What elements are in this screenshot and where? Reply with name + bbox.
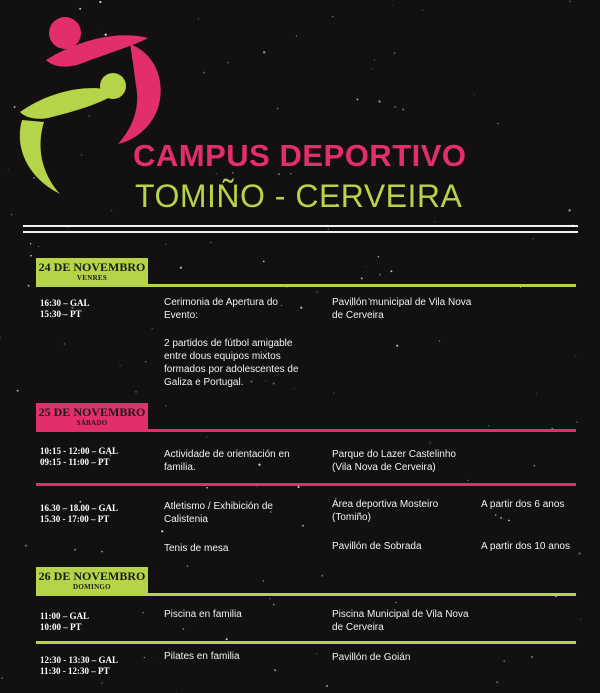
star-dot bbox=[30, 243, 31, 244]
star-dot bbox=[28, 285, 30, 287]
event-activity: Tenis de mesa bbox=[164, 543, 229, 554]
star-dot bbox=[390, 270, 392, 272]
star-dot bbox=[328, 228, 329, 229]
star-dot bbox=[263, 580, 265, 582]
star-dot bbox=[495, 514, 497, 516]
day-tag-24 bbox=[36, 258, 148, 285]
day-divider-25 bbox=[36, 429, 576, 432]
day-weekday: DOMINGO bbox=[73, 583, 111, 591]
star-dot bbox=[536, 393, 537, 394]
star-dot bbox=[165, 244, 166, 245]
star-dot bbox=[531, 656, 532, 657]
star-dot bbox=[568, 209, 570, 211]
star-dot bbox=[211, 242, 212, 243]
day-date: 24 DE NOVEMBRO bbox=[38, 260, 146, 274]
star-dot bbox=[274, 669, 276, 671]
star-dot bbox=[366, 266, 367, 267]
star-dot bbox=[474, 94, 475, 95]
star-dot bbox=[30, 255, 32, 257]
event-activity: Cerimonia de Apertura do Evento: bbox=[164, 297, 278, 321]
event-time bbox=[40, 446, 118, 468]
star-dot bbox=[316, 653, 317, 654]
star-dot bbox=[576, 422, 577, 423]
star-dot bbox=[508, 520, 510, 522]
event-place: Área deportiva Mosteiro (Tomiño) bbox=[332, 499, 439, 523]
star-dot bbox=[119, 365, 120, 366]
star-dot bbox=[198, 19, 199, 20]
day-date: 26 DE NOVEMBRO bbox=[38, 569, 146, 583]
star-dot bbox=[298, 486, 300, 488]
time-gal: 11:00 – GAL bbox=[40, 611, 90, 621]
star-dot bbox=[286, 287, 287, 288]
event-age: A partir dos 6 anos bbox=[481, 499, 565, 510]
campus-title: CAMPUS DEPORTIVO bbox=[133, 138, 467, 173]
star-dot bbox=[575, 356, 576, 357]
star-dot bbox=[182, 628, 184, 630]
star-dot bbox=[321, 575, 323, 577]
time-pt: 10:00 – PT bbox=[40, 622, 82, 632]
star-dot bbox=[161, 530, 163, 532]
star-dot bbox=[74, 549, 76, 551]
day-divider-24 bbox=[36, 284, 576, 287]
logo-green-arm bbox=[20, 88, 118, 119]
star-dot bbox=[430, 442, 431, 443]
star-dot bbox=[38, 246, 39, 247]
day-tag-26 bbox=[36, 567, 148, 594]
event-activity: Piscina en familia bbox=[164, 609, 242, 620]
star-dot bbox=[101, 551, 103, 553]
star-dot bbox=[326, 685, 328, 687]
star-dot bbox=[392, 5, 393, 6]
event-divider bbox=[36, 483, 576, 486]
star-dot bbox=[64, 343, 65, 344]
star-dot bbox=[0, 337, 1, 339]
star-dot bbox=[101, 682, 103, 684]
event-place: Pavillón de Sobrada bbox=[332, 541, 422, 552]
event-time bbox=[40, 503, 118, 525]
star-dot bbox=[496, 681, 498, 683]
star-dot bbox=[17, 390, 19, 392]
star-dot bbox=[145, 361, 147, 363]
star-dot bbox=[11, 214, 13, 216]
star-dot bbox=[277, 108, 279, 110]
star-dot bbox=[144, 657, 145, 658]
star-dot bbox=[488, 425, 490, 427]
time-pt: 11:30 - 12:30 – PT bbox=[40, 666, 110, 676]
star-dot bbox=[273, 604, 275, 606]
event-time bbox=[40, 655, 118, 677]
star-dot bbox=[422, 10, 423, 11]
star-dot bbox=[379, 274, 381, 276]
star-dot bbox=[361, 277, 363, 279]
time-pt: 09:15 - 11:00 – PT bbox=[40, 457, 110, 467]
day-weekday: SÁBADO bbox=[76, 419, 108, 427]
star-dot bbox=[160, 662, 161, 663]
star-dot bbox=[396, 602, 397, 603]
event-place: Pavillón de Goián bbox=[332, 652, 411, 663]
star-dot bbox=[207, 436, 208, 437]
star-dot bbox=[227, 62, 229, 64]
star-dot bbox=[99, 1, 101, 3]
star-dot bbox=[67, 227, 68, 228]
star-dot bbox=[371, 68, 372, 69]
header-rule-bottom bbox=[23, 231, 578, 233]
time-gal: 10:15 - 12:00 – GAL bbox=[40, 446, 118, 456]
star-dot bbox=[402, 109, 404, 111]
day-tag-25 bbox=[36, 403, 148, 430]
event-place: Parque do Lazer Castelinho (Vila Nova de Cerveira) bbox=[332, 449, 456, 473]
star-dot bbox=[142, 612, 144, 614]
star-dot bbox=[203, 72, 205, 74]
star-dot bbox=[378, 256, 379, 257]
star-dot bbox=[263, 51, 265, 53]
star-dot bbox=[333, 393, 334, 394]
day-date: 25 DE NOVEMBRO bbox=[38, 405, 146, 419]
star-dot bbox=[394, 52, 396, 54]
star-dot bbox=[165, 405, 166, 406]
star-dot bbox=[439, 340, 440, 341]
logo-green-body bbox=[20, 120, 60, 194]
header-rule-top bbox=[23, 225, 578, 227]
event-activity: Actividade de orientación en familia. bbox=[164, 449, 290, 473]
star-dot bbox=[532, 238, 533, 239]
star-dot bbox=[356, 98, 358, 100]
star-dot bbox=[497, 123, 498, 124]
time-gal: 16:30 – GAL bbox=[40, 298, 90, 308]
star-dot bbox=[394, 106, 396, 108]
star-dot bbox=[187, 565, 189, 567]
star-dot bbox=[152, 328, 153, 329]
star-dot bbox=[206, 487, 208, 489]
star-dot bbox=[176, 692, 177, 693]
star-dot bbox=[111, 210, 112, 211]
event-time bbox=[40, 611, 89, 633]
star-dot bbox=[467, 480, 468, 481]
event-place: Pavillón municipal de Vila Nova de Cerveira bbox=[332, 297, 472, 321]
star-dot bbox=[180, 267, 182, 269]
event-activity: Atletismo / Exhibición de Calistenia bbox=[164, 501, 273, 525]
time-pt: 15:30 – PT bbox=[40, 309, 82, 319]
day-divider-26 bbox=[36, 593, 576, 596]
star-dot bbox=[396, 345, 398, 347]
event-time bbox=[40, 298, 90, 320]
star-dot bbox=[378, 100, 380, 102]
star-dot bbox=[269, 598, 271, 600]
event-place: Piscina Municipal de Vila Nova de Cerveira bbox=[332, 609, 469, 633]
event-activity: Pilates en familia bbox=[164, 651, 240, 662]
star-dot bbox=[135, 391, 137, 393]
event-activity-detail: 2 partidos de fútbol amigable entre dous equipos mixtos formados por adolescentes de Galiza e Portugal. bbox=[164, 338, 299, 388]
star-dot bbox=[25, 545, 27, 547]
time-pt: 15.30 - 17:00 – PT bbox=[40, 514, 110, 524]
star-dot bbox=[296, 35, 297, 36]
logo-pink-head bbox=[49, 17, 81, 49]
star-dot bbox=[580, 619, 581, 620]
logo-pink-body bbox=[118, 44, 161, 144]
campus-subtitle: TOMIÑO - CERVEIRA bbox=[135, 178, 463, 214]
time-gal: 12:30 - 13:30 – GAL bbox=[40, 655, 118, 665]
star-dot bbox=[374, 59, 375, 60]
time-gal: 16.30 – 18.00 – GAL bbox=[40, 503, 119, 513]
event-divider bbox=[36, 641, 576, 644]
star-dot bbox=[534, 465, 535, 466]
star-dot bbox=[434, 221, 435, 222]
star-dot bbox=[263, 261, 265, 263]
star-dot bbox=[226, 638, 228, 640]
star-dot bbox=[500, 517, 502, 519]
star-dot bbox=[1, 677, 3, 679]
star-dot bbox=[569, 1, 570, 2]
star-dot bbox=[503, 660, 504, 661]
star-dot bbox=[316, 292, 317, 293]
star-dot bbox=[332, 16, 333, 17]
event-age: A partir dos 10 anos bbox=[481, 541, 570, 552]
day-weekday: VENRES bbox=[76, 274, 108, 282]
